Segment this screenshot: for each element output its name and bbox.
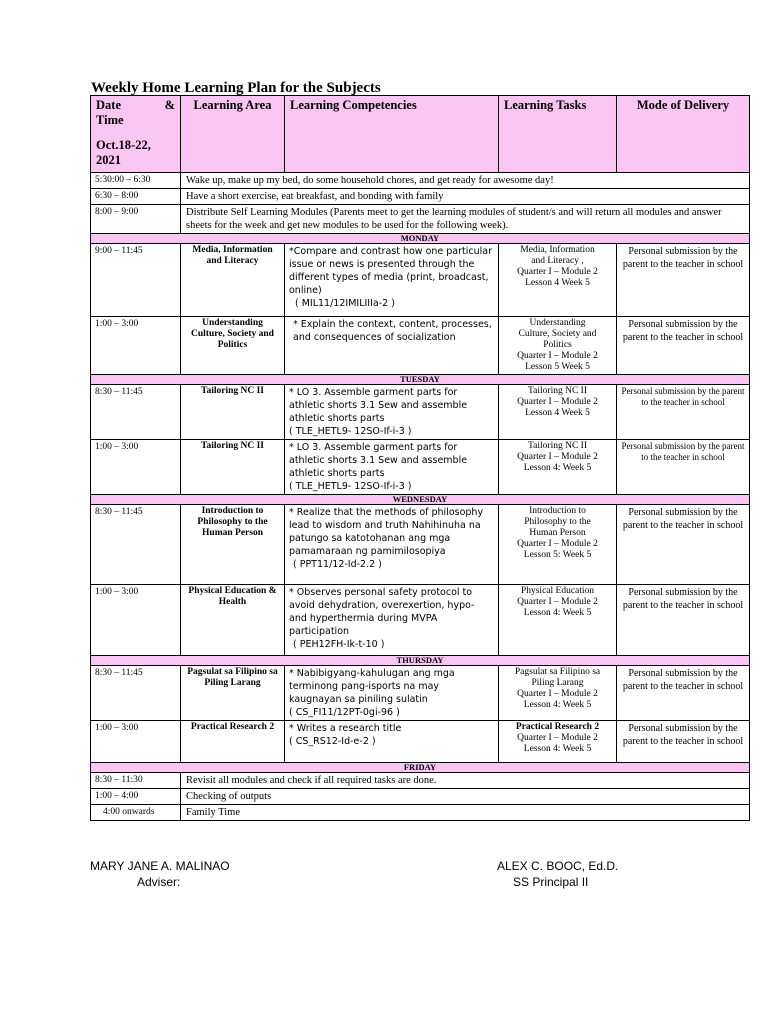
time-cell: 4:00 onwards: [91, 805, 181, 821]
learning-tasks-header: Learning Tasks: [499, 96, 617, 173]
competency-text: * Explain the context, content, processes, and consequences of socialization: [293, 319, 492, 343]
date-label: Date: [96, 98, 121, 112]
competency-cell: [285, 585, 499, 656]
mode-of-delivery-header: Mode of Delivery: [617, 96, 750, 173]
learning-area-cell: Tailoring NC II: [181, 440, 285, 495]
task-line: Introduction to: [529, 506, 586, 516]
activity-cell: Checking of outputs: [181, 789, 750, 805]
activity-cell: Revisit all modules and check if all required tasks are done.: [181, 773, 750, 789]
learning-plan-table: [90, 95, 750, 821]
task-line: Politics: [543, 340, 572, 350]
learning-area-cell: Introduction to Philosophy to the Human Person: [181, 505, 285, 585]
table-row: [91, 317, 750, 375]
competency-code: ( PEH12FH-Ik-t-10 ): [293, 639, 385, 650]
task-line: Lesson 4 Week 5: [525, 408, 590, 418]
task-line: Physical Education: [520, 586, 595, 596]
table-row: [91, 440, 750, 495]
task-line: Quarter I – Module 2: [517, 452, 598, 462]
task-line: Lesson 4: Week 5: [523, 463, 592, 473]
time-cell: 5:30:00 – 6:30: [91, 173, 181, 189]
activity-cell: Wake up, make up my bed, do some household chores, and get ready for awesome day!: [181, 173, 750, 189]
principal-title: SS Principal II: [513, 875, 589, 889]
activity-cell: Distribute Self Learning Modules (Parents meet to get the learning modules of student/s and will return all modules and answer sheets for the week and get new modules to be used for the following week).: [181, 205, 750, 234]
competency-text: * Observes personal safety protocol to avoid dehydration, overexertion, hypo- and hyperthermia during MVPA participation: [289, 587, 475, 637]
competency-cell: [285, 440, 499, 495]
competency-code: ( CS_RS12-Id-e-2 ): [289, 736, 376, 747]
task-line: Human Person: [529, 528, 586, 538]
task-line: Lesson 4 Week 5: [525, 278, 590, 288]
time-cell: 6:30 – 8:00: [91, 189, 181, 205]
date-time-header: [91, 96, 181, 173]
competency-cell: [285, 666, 499, 721]
table-row: [91, 666, 750, 721]
task-line: Lesson 5: Week 5: [523, 550, 592, 560]
table-row: [91, 505, 750, 585]
learning-task-cell: [499, 585, 617, 656]
learning-area-cell: Physical Education & Health: [181, 585, 285, 656]
mode-of-delivery-cell: Personal submission by the parent to the teacher in school: [617, 317, 750, 375]
adviser-name: MARY JANE A. MALINAO: [90, 859, 230, 873]
learning-task-cell: [499, 505, 617, 585]
mode-of-delivery-cell: Personal submission by the parent to the teacher in school: [617, 505, 750, 585]
task-line: Culture, Society and: [518, 329, 597, 339]
mode-of-delivery-cell: Personal submission by the parent to the teacher in school: [617, 385, 750, 440]
date-range: Oct.18-22, 2021: [96, 138, 151, 167]
task-line: Quarter I – Module 2: [517, 597, 598, 607]
task-line: Media, Information: [520, 245, 595, 255]
time-cell: 8:00 – 9:00: [91, 205, 181, 234]
task-line: Piling Larang: [531, 678, 584, 688]
day-label-tuesday: TUESDAY: [91, 375, 750, 385]
mode-of-delivery-cell: Personal submission by the parent to the teacher in school: [617, 244, 750, 317]
day-label-wednesday: WEDNESDAY: [91, 495, 750, 505]
task-line: Practical Research 2: [515, 722, 600, 732]
time-cell: 1:00 – 3:00: [91, 440, 181, 495]
competency-text: * LO 3. Assemble garment parts for athletic shorts 3.1 Sew and assemble athletic shorts parts: [289, 442, 468, 479]
time-cell: 8:30 – 11:45: [91, 505, 181, 585]
task-line: Quarter I – Module 2: [517, 733, 598, 743]
task-line: Lesson 5 Week 5: [525, 362, 590, 372]
table-row: [91, 585, 750, 656]
page-title: Weekly Home Learning Plan for the Subjects: [91, 80, 381, 96]
time-cell: 8:30 – 11:45: [91, 385, 181, 440]
time-cell: 8:30 – 11:30: [91, 773, 181, 789]
table-row: [91, 789, 750, 805]
learning-task-cell: [499, 440, 617, 495]
day-label-thursday: THURSDAY: [91, 656, 750, 666]
table-row: [91, 244, 750, 317]
task-line: Lesson 4: Week 5: [523, 608, 592, 618]
table-row: [91, 189, 750, 205]
task-line: Philosophy to the: [524, 517, 591, 527]
competency-code: ( TLE_HETL9- 12SO-If-i-3 ): [289, 426, 412, 437]
learning-task-cell: [499, 244, 617, 317]
competency-cell: [285, 505, 499, 585]
learning-task-cell: [499, 385, 617, 440]
learning-task-cell: [499, 666, 617, 721]
competency-cell: [285, 385, 499, 440]
competency-text: *Compare and contrast how one particular issue or news is presented through the different types of media (print, broadcast, online): [289, 246, 493, 296]
task-line: Quarter I – Module 2: [517, 351, 598, 361]
competency-code: ( CS_FI11/12PT-0gi-96 ): [289, 707, 400, 718]
competency-text: * Writes a research title: [289, 723, 402, 734]
task-line: Lesson 4: Week 5: [523, 744, 592, 754]
task-line: Quarter I – Module 2: [517, 689, 598, 699]
table-row: [91, 773, 750, 789]
learning-area-cell: Tailoring NC II: [181, 385, 285, 440]
learning-area-header: Learning Area: [181, 96, 285, 173]
activity-cell: Have a short exercise, eat breakfast, and bonding with family: [181, 189, 750, 205]
mode-of-delivery-cell: Personal submission by the parent to the teacher in school: [617, 721, 750, 763]
mode-of-delivery-cell: Personal submission by the parent to the teacher in school: [617, 585, 750, 656]
task-line: Pagsulat sa Filipino sa: [514, 667, 601, 677]
activity-cell: Family Time: [181, 805, 750, 821]
learning-area-cell: Pagsulat sa Filipino sa Piling Larang: [181, 666, 285, 721]
competency-code: ( MIL11/12IMILIIIa-2 ): [295, 298, 395, 309]
competency-text: * Nabibigyang-kahulugan ang mga terminong pang-isports na may kaugnayan sa piniling sulatin: [289, 668, 455, 705]
task-line: Quarter I – Module 2: [517, 267, 598, 277]
time-cell: 1:00 – 3:00: [91, 317, 181, 375]
learning-area-cell: Media, Information and Literacy: [181, 244, 285, 317]
table-row: [91, 205, 750, 234]
competency-text: * LO 3. Assemble garment parts for athletic shorts 3.1 Sew and assemble athletic shorts parts: [289, 387, 468, 424]
time-cell: 8:30 – 11:45: [91, 666, 181, 721]
task-line: Quarter I – Module 2: [517, 397, 598, 407]
time-cell: 9:00 – 11:45: [91, 244, 181, 317]
adviser-title: Adviser:: [137, 875, 181, 889]
learning-competencies-header: Learning Competencies: [285, 96, 499, 173]
day-label-monday: MONDAY: [91, 234, 750, 244]
task-line: Understanding: [529, 318, 586, 328]
learning-task-cell: [499, 317, 617, 375]
mode-of-delivery-cell: Personal submission by the parent to the teacher in school: [617, 666, 750, 721]
competency-code: ( TLE_HETL9- 12SO-If-i-3 ): [289, 481, 412, 492]
time-cell: 1:00 – 3:00: [91, 585, 181, 656]
time-label: Time: [96, 113, 124, 127]
time-cell: 1:00 – 3:00: [91, 721, 181, 763]
competency-cell: [285, 244, 499, 317]
time-cell: 1:00 – 4:00: [91, 789, 181, 805]
competency-code: ( PPT11/12-Id-2.2 ): [293, 559, 382, 570]
task-line: and Literacy ,: [531, 256, 584, 266]
task-line: Tailoring NC II: [528, 386, 587, 396]
learning-task-cell: [499, 721, 617, 763]
competency-cell: [285, 721, 499, 763]
competency-cell: [285, 317, 499, 375]
table-row: [91, 173, 750, 189]
competency-text: * Realize that the methods of philosophy lead to wisdom and truth Nahihinuha na patungo sa katotohanan ang mga pamamaraan ng pamimilosopiya: [289, 507, 484, 557]
task-line: Tailoring NC II: [528, 441, 587, 451]
task-line: Quarter I – Module 2: [517, 539, 598, 549]
table-row: [91, 805, 750, 821]
ampersand: &: [164, 98, 175, 112]
principal-name: ALEX C. BOOC, Ed.D.: [497, 859, 619, 873]
mode-of-delivery-cell: Personal submission by the parent to the teacher in school: [617, 440, 750, 495]
day-label-friday: FRIDAY: [91, 763, 750, 773]
learning-area-cell: Practical Research 2: [181, 721, 285, 763]
task-line: Lesson 4: Week 5: [523, 700, 592, 710]
table-row: [91, 385, 750, 440]
learning-area-cell: Understanding Culture, Society and Politics: [181, 317, 285, 375]
table-row: [91, 721, 750, 763]
